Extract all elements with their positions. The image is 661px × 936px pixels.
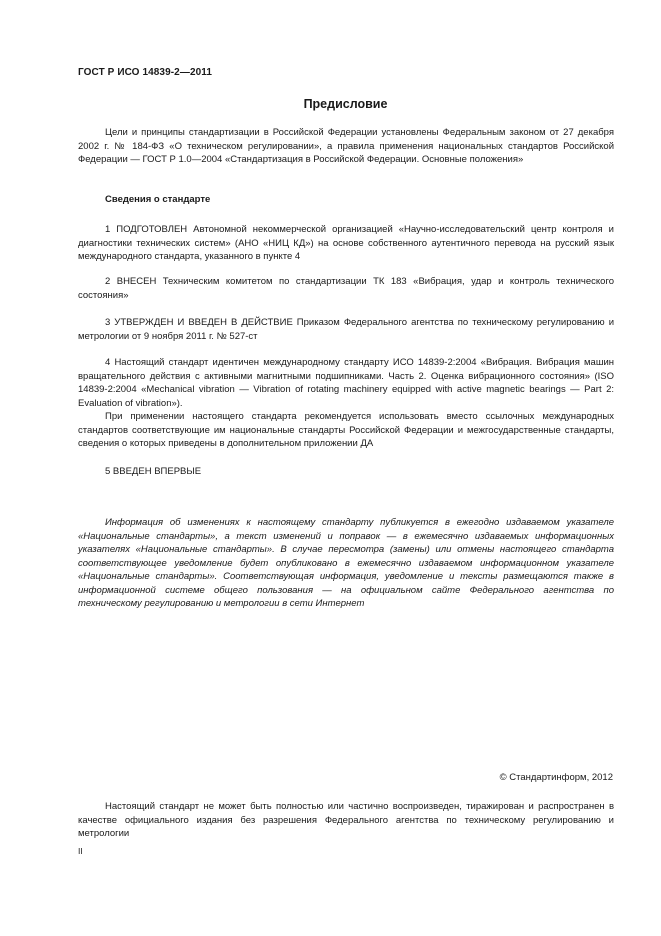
footer-paragraph — [78, 800, 614, 841]
item-3-text: 3 УТВЕРЖДЕН И ВВЕДЕН В ДЕЙСТВИЕ Приказом Федерального агентства по техническому регулированию и метрологии от 9 ноября 2011 г. № 527-ст — [78, 317, 614, 342]
item-4 — [78, 356, 614, 451]
intro-paragraph — [78, 126, 614, 167]
page-number: II — [78, 846, 83, 856]
item-5-text: 5 ВВЕДЕН ВПЕРВЫЕ — [105, 466, 202, 477]
item-4-text: 4 Настоящий стандарт идентичен международному стандарту ИСО 14839-2:2004 «Вибрация. Вибрация машин вращательного действия с активными магнитными подшипниками. Часть 2. Оценка вибрационного состояния» (ISO 14839-2:2004 «Mechanical vibration — Vibration of rotating machinery equipped with active magnetic bearings — Part 2: Evaluation of vibration»). — [78, 357, 614, 409]
copyright: © Стандартинформ, 2012 — [499, 772, 613, 783]
item-5 — [78, 465, 614, 479]
item-2 — [78, 275, 614, 302]
item-2-text: 2 ВНЕСЕН Техническим комитетом по стандартизации ТК 183 «Вибрация, удар и контроль технического состояния» — [78, 276, 614, 301]
item-1 — [78, 223, 614, 264]
standard-code-header: ГОСТ Р ИСО 14839-2—2011 — [78, 67, 213, 78]
intro-text: Цели и принципы стандартизации в Российской Федерации установлены Федеральным законом от 27 декабря 2002 г. № 184-ФЗ «О техническом регулировании», а правила применения национальных стандартов Российской Федерации — ГОСТ Р 1.0—2004 «Стандартизация в Российской Федерации. Основные положения» — [78, 127, 614, 165]
subheading: Сведения о стандарте — [105, 194, 211, 205]
footer-text: Настоящий стандарт не может быть полностью или частично воспроизведен, тиражирован и распространен в качестве официального издания без разрешения Федерального агентства по техническому регулированию и метрологии — [78, 801, 614, 839]
item-1-text: 1 ПОДГОТОВЛЕН Автономной некоммерческой организацией «Научно-исследовательский центр контроля и диагностики технических систем» (АНО «НИЦ КД») на основе собственного аутентичного перевода на русский язык международного стандарта, указанного в пункте 4 — [78, 224, 614, 262]
item-3 — [78, 316, 614, 343]
notice-text: Информация об изменениях к настоящему стандарту публикуется в ежегодно издаваемом указателе «Национальные стандарты», а текст изменений и поправок — в ежемесячно издаваемых информационных указателях «Национальные стандарты». В случае пересмотра (замены) или отмены настоящего стандарта соответствующее уведомление будет опубликовано в ежемесячно издаваемом информационном указателе «Национальные стандарты». Соответствующая информация, уведомление и тексты размещаются также в информационной системе общего пользования — на официальном сайте Федерального агентства по техническому регулированию и метрологии в сети Интернет — [78, 517, 614, 609]
notice-paragraph — [78, 516, 614, 611]
page-title: Предисловие — [303, 97, 388, 111]
item-4-application-text: При применении настоящего стандарта рекомендуется использовать вместо ссылочных международных стандартов соответствующие им национальные стандарты Российской Федерации и межгосударственные стандарты, сведения о которых приведены в дополнительном приложении ДА — [78, 411, 614, 449]
